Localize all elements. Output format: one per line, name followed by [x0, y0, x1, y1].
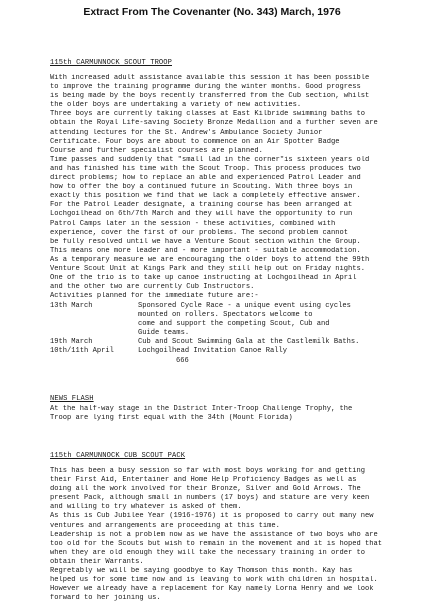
activity-description-continued: come and support the competing Scout, Cub and [138, 320, 330, 329]
text-line: forward to her joining us. [50, 594, 161, 603]
cub-scout-pack-body [50, 467, 416, 603]
text-line: Patrol Camps later in the session - these activities, combined with [50, 219, 336, 228]
text-line: helped us for some time now and is leaving to work with children in hospital. [50, 576, 378, 585]
activity-date: 10th/11th April [50, 347, 114, 356]
text-line: is being made by the boys recently transferred from the Cub section, whilst [50, 92, 370, 101]
text-line: Three boys are currently taking classes at East Kilbride swimming baths to [50, 110, 366, 119]
text-line: how to offer the boy a continued future in Scouting. With three boys in [50, 183, 353, 192]
text-line: However we already have a replacement for Kay namely Lorna Henry and we look [50, 585, 374, 594]
text-line: As a temporary measure we are encouraging the older boys to attend the 99th [50, 255, 370, 264]
text-line: and has finished his time with the Scout Troop. This process produces two [50, 164, 361, 173]
text-line: ventures and arrangements are proceeding at this time. [50, 521, 280, 530]
page-number: 666 [176, 356, 189, 365]
text-line: the older boys are undertaking a variety of new activities. [50, 101, 302, 110]
text-line: This means one more leader and - more important - suitable accommodation. [50, 246, 361, 255]
text-line: attending lectures for the St. Andrew's Ambulance Society Junior [50, 128, 323, 137]
text-line: At the half-way stage in the District Inter-Troop Challenge Trophy, the [50, 405, 353, 413]
text-line: With increased adult assistance available this session it has been possible [50, 74, 370, 82]
activity-date: 13th March [50, 302, 93, 310]
text-line: Regretably we will be saying goodbye to Kay Thomson this month. Kay has [50, 567, 353, 576]
text-line: Venture Scout Unit at Kings Park and they still help out on Friday nights. [50, 264, 366, 273]
text-line: Time passes and suddenly that "small lad in the corner"is sixteen years old [50, 155, 370, 164]
text-line: exactly this position we find that we lack a completely effective answer. [50, 192, 361, 201]
activity-description-continued: mounted on rollers. Spectators welcome to [138, 311, 313, 320]
text-line: obtain the Royal Life-saving Society Bronze Medallion and a further seven are [50, 119, 378, 128]
activity-description: Sponsored Cycle Race - a unique event using cycles [138, 302, 351, 310]
text-line: when they are old enough they will take the necessary training in order to [50, 548, 366, 557]
activity-description: Cub and Scout Swimming Gala at the Castlemilk Baths. [138, 338, 360, 347]
text-line: obtain their Warrants. [50, 557, 144, 566]
text-line: Lochgoilhead on 6th/7th March and they will have the opportunity to run [50, 210, 353, 219]
text-line: to improve the training programme during the winter months. Good progress [50, 83, 361, 92]
text-line: For the Patrol Leader designate, a training course has been arranged at [50, 201, 353, 210]
text-line: and the other two are currently Cub Instructors. [50, 283, 255, 292]
section-heading-cub-scout-pack: 115th CARMUNNOCK CUB SCOUT PACK [50, 452, 186, 460]
text-line: One of the trio is to take up canoe instructing at Lochgoilhead in April [50, 274, 357, 283]
text-line: This has been a busy session so far with most boys working for and getting [50, 467, 366, 475]
activity-date: 19th March [50, 338, 93, 347]
text-line: experience, cover the first of our problems. The second problem cannot [50, 228, 348, 237]
document-title: Extract From The Covenanter (No. 343) March, 1976 [83, 6, 341, 18]
text-line: their First Aid, Entertainer and Home Help Proficiency Badges as well as [50, 476, 357, 485]
activity-item [50, 347, 416, 356]
section-heading-scout-troop: 115th CARMUNNOCK SCOUT TROOP [50, 59, 172, 67]
text-line: Leadership is not a problem now as we have the assistance of two boys who are [50, 530, 378, 539]
activity-description-continued: Guide teams. [138, 329, 190, 338]
text-line: direct problems; how to replace an able and experienced Patrol Leader and [50, 174, 361, 183]
scout-troop-body [50, 74, 416, 301]
text-line: be fully resolved until we have a Venture Scout section within the Group. [50, 237, 361, 246]
text-line: Course and further specialist courses are planned. [50, 146, 263, 155]
activity-item [50, 302, 416, 311]
news-flash-body [50, 405, 416, 423]
text-line: Troop are lying first equal with the 34th (Mount Florida) [50, 414, 293, 423]
text-line: and willing to try whatever is asked of them. [50, 503, 242, 512]
section-heading-news-flash: NEWS FLASH [50, 395, 94, 403]
activity-item [50, 338, 416, 347]
text-line: too old for the Scouts but wish to remain in the movement and it is hoped that [50, 539, 383, 548]
text-line: Certificate. Four boys are about to commence on an Air Spotter Badge [50, 137, 340, 146]
text-line: doing all the work involved for their Bronze, Silver and Gold Arrows. The [50, 485, 361, 494]
text-line: As this is Cub Jubilee Year (1916-1976) it is proposed to carry out many new [50, 512, 374, 521]
text-line: Activities planned for the immediate future are:- [50, 292, 259, 301]
activities-list [50, 302, 416, 366]
activity-description: Lochgoilhead Invitation Canoe Rally [138, 347, 287, 356]
text-line: present Pack, although small in numbers (17 boys) and stature are very keen [50, 494, 370, 503]
